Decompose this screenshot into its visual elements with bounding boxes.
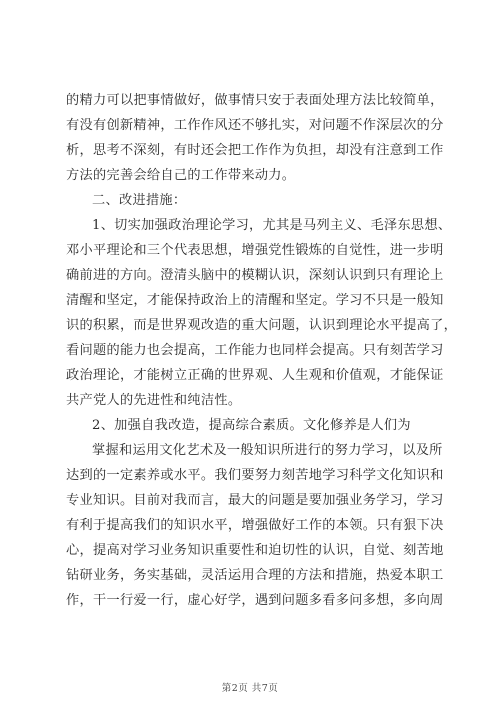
text-line: 方法的完善会给自己的工作带来动力。 (66, 168, 296, 183)
text-line: 识的积累，而是世界观改造的重大问题，认识到理论水平提高了， (66, 318, 458, 333)
text-line: 邓小平理论和三个代表思想，增强党性锻炼的自觉性，进一步明 (66, 243, 444, 258)
section-heading: 二、改进措施： (92, 193, 187, 208)
page-footer: 第2页 共7页 (221, 683, 279, 694)
text-line: 有没有创新精神，工作作风还不够扎实，对问题不作深层次的分 (66, 118, 444, 133)
text-line: 作，干一行爱一行，虚心好学，遇到问题多看多问多想，多向周 (66, 593, 444, 608)
text-line: 确前进的方向。澄清头脑中的模糊认识，深刻认识到只有理论上 (66, 268, 444, 283)
text-line: 2、加强自我改造，提高综合素质。文化修养是人们为 (92, 418, 411, 433)
text-line: 1、切实加强政治理论学习，尤其是马列主义、毛泽东思想、 (92, 218, 452, 233)
text-line: 掌握和运用文化艺术及一般知识所进行的努力学习，以及所 (92, 443, 443, 458)
text-line: 清醒和坚定，才能保持政治上的清醒和坚定。学习不只是一般知 (66, 293, 444, 308)
text-line: 专业知识。目前对我而言，最大的问题是要加强业务学习，学习 (66, 493, 444, 508)
text-line: 有利于提高我们的知识水平，增强做好工作的本领。只有狠下决 (66, 518, 444, 533)
text-line: 共产党人的先进性和纯洁性。 (66, 393, 242, 408)
text-line: 的精力可以把事情做好，做事情只安于表面处理方法比较简单， (66, 93, 444, 108)
text-line: 看问题的能力也会提高，工作能力也同样会提高。只有刻苦学习 (66, 343, 444, 358)
text-line: 钻研业务，务实基础，灵活运用合理的方法和措施，热爱本职工 (66, 568, 444, 583)
text-line: 政治理论，才能树立正确的世界观、人生观和价值观，才能保证 (66, 368, 444, 383)
text-line: 心，提高对学习业务知识重要性和迫切性的认识，自觉、刻苦地 (66, 543, 444, 558)
text-line: 析，思考不深刻，有时还会把工作作为负担，却没有注意到工作 (66, 143, 444, 158)
text-line: 达到的一定素养或水平。我们要努力刻苦地学习科学文化知识和 (66, 468, 444, 483)
